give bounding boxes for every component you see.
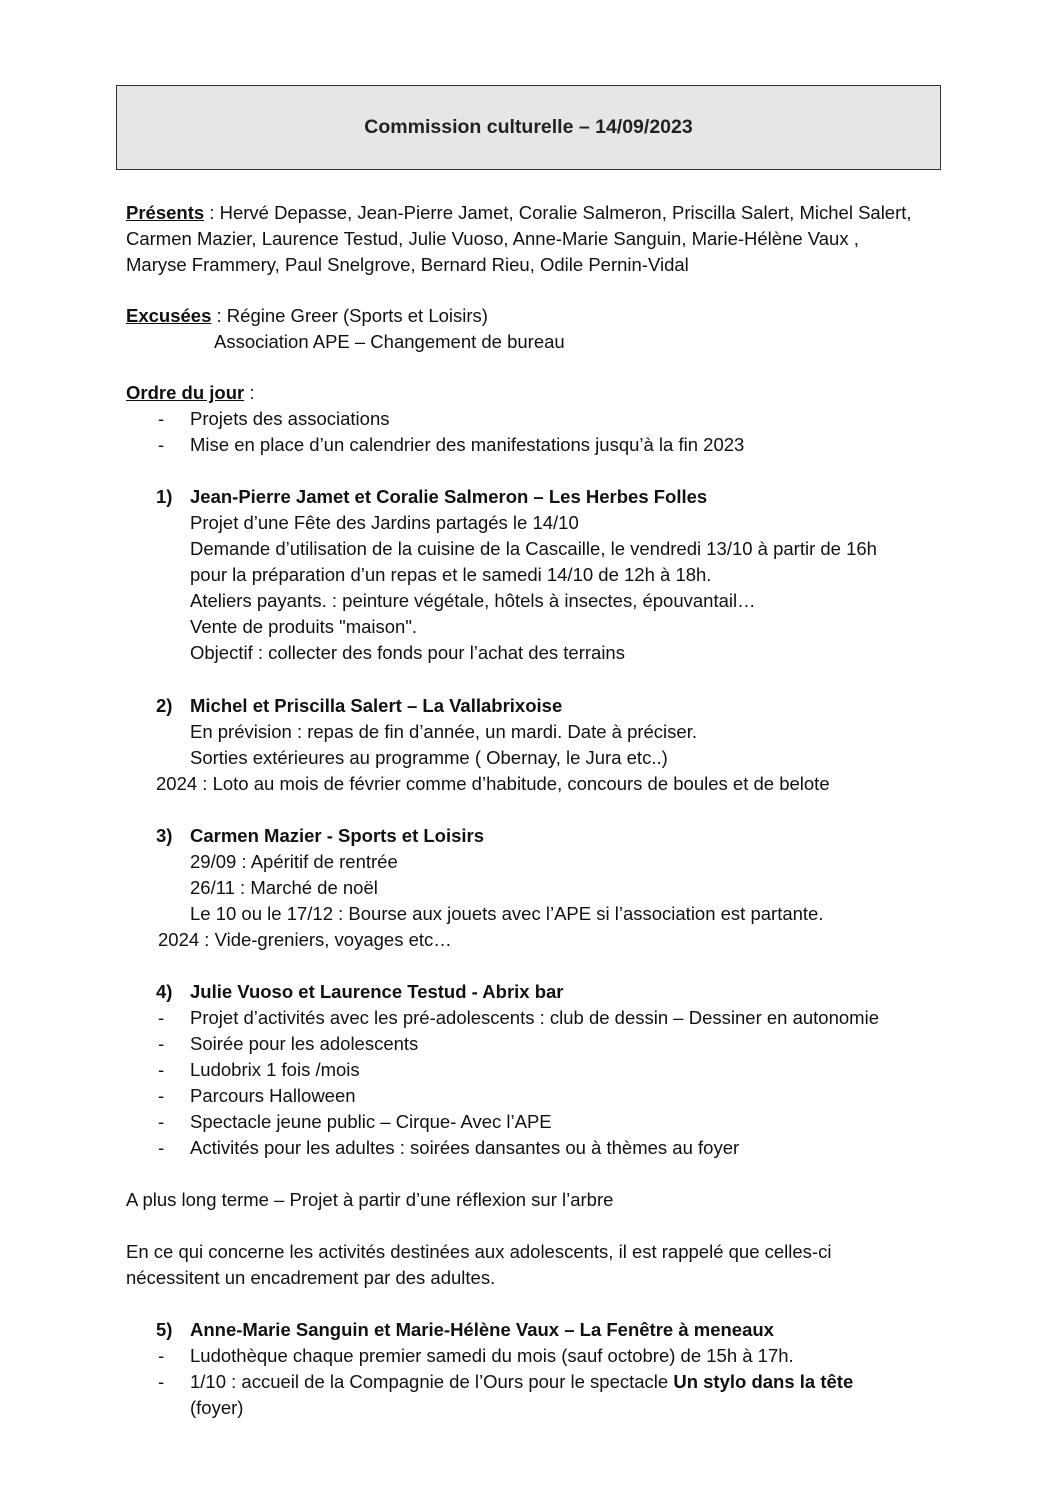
- section-4-item-1: Projet d’activités avec les pré-adolescents : club de dessin – Dessiner en autonomie: [190, 1007, 879, 1028]
- show-title: Un stylo dans la tête: [673, 1371, 854, 1392]
- section-3-line-2: 26/11 : Marché de noël: [190, 877, 378, 898]
- ordre-item-2: Mise en place d’un calendrier des manifestations jusqu’à la fin 2023: [190, 434, 745, 455]
- bullet: -: [158, 1111, 165, 1132]
- section-4-item-3: Ludobrix 1 fois /mois: [190, 1059, 360, 1080]
- page-title: Commission culturelle – 14/09/2023: [364, 116, 693, 138]
- excusees-line-1: Excusées : Régine Greer (Sports et Loisirs): [126, 305, 488, 326]
- bullet: -: [158, 1137, 165, 1158]
- presents-line-1: Présents : Hervé Depasse, Jean-Pierre Jamet, Coralie Salmeron, Priscilla Salert, Michel Salert,: [126, 202, 912, 223]
- section-5-item-1: Ludothèque chaque premier samedi du mois (sauf octobre) de 15h à 17h.: [190, 1345, 794, 1366]
- bullet: -: [158, 1059, 165, 1080]
- presents-label: Présents: [126, 202, 205, 223]
- section-3-line-3: Le 10 ou le 17/12 : Bourse aux jouets avec l’APE si l’association est partante.: [190, 903, 824, 924]
- section-4-item-4: Parcours Halloween: [190, 1085, 356, 1106]
- presents-names-3: Maryse Frammery, Paul Snelgrove, Bernard Rieu, Odile Pernin-Vidal: [126, 254, 689, 275]
- section-5-heading: Anne-Marie Sanguin et Marie-Hélène Vaux – La Fenêtre à meneaux: [190, 1319, 774, 1340]
- section-1-line-6: Objectif : collecter des fonds pour l’achat des terrains: [190, 642, 625, 663]
- section-1-line-5: Vente de produits "maison".: [190, 616, 418, 637]
- section-5-item-2-cont: (foyer): [190, 1397, 244, 1418]
- ados-paragraph-line-2: nécessitent un encadrement par des adultes.: [126, 1267, 496, 1288]
- section-1-heading: Jean-Pierre Jamet et Coralie Salmeron – Les Herbes Folles: [190, 486, 708, 507]
- section-4-item-5: Spectacle jeune public – Cirque- Avec l’APE: [190, 1111, 552, 1132]
- bullet: -: [158, 1345, 165, 1366]
- section-1-line-1: Projet d’une Fête des Jardins partagés le 14/10: [190, 512, 579, 533]
- title-box: [116, 85, 941, 170]
- section-4-number: 4): [156, 981, 173, 1002]
- bullet: -: [158, 1007, 165, 1028]
- section-2-line-2: Sorties extérieures au programme ( Obernay, le Jura etc..): [190, 747, 668, 768]
- section-2-heading: Michel et Priscilla Salert – La Vallabrixoise: [190, 695, 563, 716]
- section-4-item-2: Soirée pour les adolescents: [190, 1033, 419, 1054]
- excusees-label: Excusées: [126, 305, 212, 326]
- section-1-number: 1): [156, 486, 173, 507]
- bullet: -: [158, 408, 165, 429]
- section-2-line-3: 2024 : Loto au mois de février comme d’habitude, concours de boules et de belote: [156, 773, 830, 794]
- section-4-heading: Julie Vuoso et Laurence Testud - Abrix bar: [190, 981, 564, 1002]
- section-3-number: 3): [156, 825, 173, 846]
- section-1-line-4: Ateliers payants. : peinture végétale, hôtels à insectes, épouvantail…: [190, 590, 756, 611]
- ordre-label: Ordre du jour: [126, 382, 245, 403]
- section-4-item-6: Activités pour les adultes : soirées dansantes ou à thèmes au foyer: [190, 1137, 740, 1158]
- section-2-number: 2): [156, 695, 173, 716]
- bullet: -: [158, 1085, 165, 1106]
- presents-names-2: Carmen Mazier, Laurence Testud, Julie Vuoso, Anne-Marie Sanguin, Marie-Hélène Vaux ,: [126, 228, 859, 249]
- section-5-number: 5): [156, 1319, 173, 1340]
- ordre-heading: Ordre du jour :: [126, 382, 255, 403]
- ordre-item-1: Projets des associations: [190, 408, 390, 429]
- ados-paragraph-line-1: En ce qui concerne les activités destinées aux adolescents, il est rappelé que celles-ci: [126, 1241, 832, 1262]
- bullet: -: [158, 434, 165, 455]
- presents-names-1: Hervé Depasse, Jean-Pierre Jamet, Coralie Salmeron, Priscilla Salert, Michel Salert,: [219, 202, 912, 223]
- section-1-line-2: Demande d’utilisation de la cuisine de la Cascaille, le vendredi 13/10 à partir de 16h: [190, 538, 877, 559]
- section-3-line-1: 29/09 : Apéritif de rentrée: [190, 851, 398, 872]
- bullet: -: [158, 1033, 165, 1054]
- bullet: -: [158, 1371, 165, 1392]
- long-term-paragraph: A plus long terme – Projet à partir d’une réflexion sur l’arbre: [126, 1189, 614, 1210]
- section-2-line-1: En prévision : repas de fin d’année, un mardi. Date à préciser.: [190, 721, 697, 742]
- section-1-line-3: pour la préparation d’un repas et le samedi 14/10 de 12h à 18h.: [190, 564, 712, 585]
- section-3-heading: Carmen Mazier - Sports et Loisirs: [190, 825, 485, 846]
- section-3-line-4: 2024 : Vide-greniers, voyages etc…: [158, 929, 452, 950]
- section-5-item-2: 1/10 : accueil de la Compagnie de l’Ours pour le spectacle Un stylo dans la tête: [190, 1371, 854, 1392]
- excusees-line-2: Association APE – Changement de bureau: [214, 331, 565, 352]
